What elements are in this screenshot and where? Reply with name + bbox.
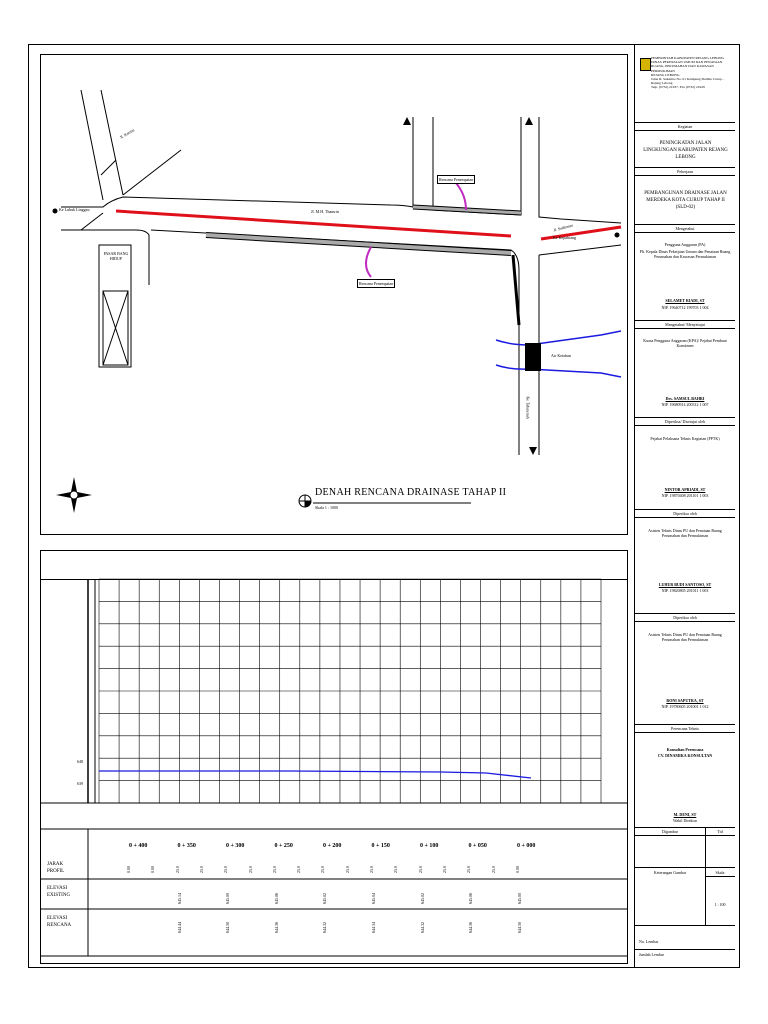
profile-cell-jarak: 0.00 [126, 866, 131, 873]
profile-cell-jarak: 25.0 [417, 866, 423, 873]
asis1-name: LUHUR BUDI SANTOSO, ST [658, 582, 712, 587]
skala-value: 1 : 100 [714, 902, 726, 907]
asis1-header: Diperiksa oleh [673, 511, 697, 516]
agency-line: REJANG LEBONG [651, 72, 680, 77]
digambar-label: Digambar [662, 829, 678, 834]
konsultan-header: Perencana Teknis [671, 726, 699, 731]
profile-cell-jarak: 25.0 [174, 866, 180, 873]
pa-role: Pengguna Anggaran (PA) [664, 242, 706, 247]
jumlah-lembar-label: Jumlah Lembar [639, 952, 664, 957]
pptk-nip: NIP. 19870408 201101 1 003 [661, 493, 709, 498]
market-label: PASAR BANG HIDUP [103, 251, 129, 261]
pa-name: SELAMET RIADI, ST [665, 298, 705, 303]
profile-cell-jarak: 25.0 [466, 866, 472, 873]
asis2-nip: NIP. 19780605 201001 1 012 [661, 704, 709, 709]
plan-panel [40, 54, 628, 535]
profile-cell-rencana: 644.32 [419, 922, 425, 933]
station-label: 0 + 400 [129, 843, 148, 849]
pa-desc: Plt. Kepala Dinas Pekerjaan Umum dan Penataan Ruang Perumahan dan Kawasan Permukiman [639, 249, 731, 259]
profile-cell-existing: 645.00 [225, 893, 231, 904]
drainage-main-red [116, 211, 511, 236]
profile-cell-rencana: 644.34 [371, 922, 376, 933]
profile-cell-rencana: 644.30 [516, 922, 522, 933]
callout-top-label: Rencana Penempatan [439, 177, 474, 182]
keterangan-label: Keterangan Gambar [653, 870, 687, 875]
pptk-header: Diperiksa/ Disetujui oleh [664, 419, 706, 424]
station-label: 0 + 050 [468, 843, 487, 849]
agency-line: PEMERINTAH KABUPATEN REJANG LEBONG [651, 56, 724, 60]
road-label-lower: Ke Tabarenah [525, 396, 531, 419]
north-arrow [56, 477, 92, 513]
plan-title: DENAH RENCANA DRAINASE TAHAP II [315, 487, 507, 498]
ttd-label: Ttd [717, 829, 723, 834]
profile-cell-rencana: 644.36 [273, 922, 279, 933]
road-label-to-right: Ke Kepahiang [553, 235, 576, 240]
profile-cell-existing: 645.14 [176, 893, 182, 904]
road-label-north: Jl. Kartini [118, 127, 136, 140]
station-label: 0 + 100 [420, 843, 439, 849]
road-label-main: Jl. M.H. Thamrin [311, 209, 339, 214]
ppk-role: Kuasa Pengguna Anggaran (KPA)/ Pejabat Pembuat Komitmen [643, 338, 727, 348]
profile-cell-jarak: 25.0 [369, 866, 374, 873]
elev-tick-648: 648 [77, 759, 83, 764]
profile-cell-jarak: 25.0 [247, 866, 253, 873]
profile-cell-existing: 645.06 [273, 893, 279, 904]
road-north-left [81, 90, 103, 200]
profile-cell-jarak: 25.0 [223, 866, 229, 873]
pekerjaan-header: Pekerjaan [677, 169, 693, 174]
pptk-name: NINTOR APRIADI, ST [664, 487, 706, 492]
asis2-name: RONI SAPUTRA, ST [666, 698, 704, 703]
plan-scale: Skala 1 : 1000 [315, 505, 338, 510]
asis1-nip: NIP. 19820805 201011 1 003 [661, 588, 709, 593]
station-label: 0 + 350 [177, 843, 196, 849]
profile-cell-jarak: 25.0 [344, 866, 350, 873]
row-label-rencana: ELEVASI RENCANA [47, 916, 72, 928]
agency-line: Telp. (0732) 21937, Fax (0732) 21929 [651, 85, 705, 90]
profile-cell-existing: 645.04 [371, 893, 376, 904]
elev-tick-639: 639 [77, 781, 83, 786]
director-role: Wakil Direktur [672, 818, 697, 823]
road-north-diagonal [123, 150, 181, 195]
station-label: 0 + 150 [371, 843, 390, 849]
row-label-jarak: JARAK PROFIL [47, 862, 65, 874]
profile-cell-rencana: 644.44 [176, 922, 182, 933]
kegiatan-text: PENINGKATAN JALAN LINGKUNGAN KABUPATEN REJANG LEBONG [643, 141, 728, 160]
station-label: 0 + 200 [323, 843, 342, 849]
title-block [634, 44, 735, 968]
profile-drawing [41, 551, 627, 963]
profile-cell-jarak: 25.0 [490, 866, 496, 873]
agency-line: DINAS PEKERJAAN UMUM DAN PENATAAN [651, 60, 723, 65]
profile-cell-jarak: 25.0 [393, 866, 399, 873]
pekerjaan-text: PEMBANGUNAN DRAINASE JALAN MERDEKA KOTA CURUP TAHAP II (SLD-02) [644, 191, 727, 210]
market-block [99, 245, 131, 367]
agency-logo [640, 58, 651, 71]
bridge [525, 343, 541, 371]
no-lembar-label: No. Lembar [639, 939, 659, 944]
asis2-role: Asisten Teknis Dinas PU dan Penataan Ruang Perumahan dan Permukiman [648, 632, 722, 642]
pptk-role: Pejabat Pelaksana Teknis Kegiatan (PPTK) [650, 436, 720, 441]
ppk-header: Mengetahui/ Menyetujui [665, 322, 705, 327]
profile-cell-rencana: 644.36 [468, 922, 474, 933]
profile-cell-existing: 645.00 [516, 893, 522, 904]
callout-bottom-label: Rencana Penempatan [359, 281, 394, 286]
agency-line: PERMUKIMAN [651, 68, 675, 73]
station-label: 0 + 000 [517, 843, 536, 849]
plan-drawing [41, 55, 627, 534]
agency-line: RUANG, PERUMAHAN DAN KAWASAN [651, 64, 714, 69]
asis1-role: Asisten Teknis Dinas PU dan Penataan Ruang Perumahan dan Permukiman [648, 528, 722, 538]
profile-cell-existing: 645.06 [468, 893, 474, 904]
river-label: Air Ketahun [551, 353, 571, 358]
river [496, 331, 621, 345]
asis2-header: Diperiksa oleh [673, 615, 697, 620]
road-label-to-left: Ke Lubuk Linggau [59, 207, 90, 212]
profile-cell-jarak: 0.00 [150, 866, 156, 873]
mengetahui-header: Mengetahui [675, 226, 695, 231]
profile-cell-rencana: 644.32 [322, 922, 328, 933]
profile-cell-jarak: 25.0 [296, 866, 302, 873]
profile-cell-existing: 645.02 [322, 893, 328, 904]
agency-line: Jalan R. Sukamto No. 01 Kampung Delima Curup - Rejang Lebong [651, 77, 724, 86]
road-label-right: Jl. Sudirman [552, 222, 574, 233]
profile-panel [40, 550, 628, 964]
konsultan-role: Konsultan Perencana [666, 747, 704, 752]
ppk-name: Drs. SAMSUL BAHRI [665, 396, 705, 401]
row-label-existing: ELEVASI EXISTING [47, 886, 71, 898]
director-name: M. DENI, ST [673, 812, 697, 817]
profile-cell-jarak: 25.0 [320, 866, 326, 873]
ppk-nip: NIP. 19680914 200312 1 007 [661, 402, 709, 407]
kegiatan-header: Kegiatan [677, 124, 693, 129]
profile-cell-jarak: 0.00 [514, 866, 520, 873]
profile-cell-rencana: 644.30 [225, 922, 231, 933]
skala-header: Skala [715, 870, 725, 875]
profile-cell-jarak: 25.0 [198, 866, 204, 873]
profile-cell-existing: 645.02 [419, 893, 425, 904]
station-label: 0 + 250 [274, 843, 293, 849]
profile-cell-jarak: 25.0 [441, 866, 447, 873]
konsultan-name: CV. DINAMIKA KONSULTAN [657, 753, 713, 758]
profile-cell-jarak: 25.0 [271, 866, 277, 873]
profile-line [99, 771, 531, 778]
pa-nip: NIP. 19640712 199703 1 004 [661, 305, 709, 310]
station-label: 0 + 300 [226, 843, 245, 849]
